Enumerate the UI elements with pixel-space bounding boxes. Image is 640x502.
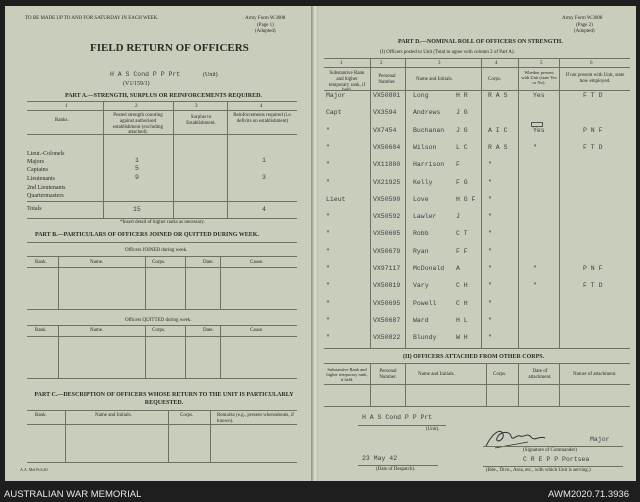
header-note: TO BE MADE UP TO AND FOR SATURDAY IN EACH WEEK.: [25, 16, 159, 21]
dispatch-label: (Date of Despatch).: [376, 467, 416, 472]
surplus-header: Surplus to Establishment.: [186, 115, 216, 126]
quitted-title: Officers QUITTED during week.: [125, 318, 192, 323]
name-header: Name and Initials.: [416, 77, 453, 82]
officer-number: VX97117: [373, 265, 401, 272]
officer-name: Robb: [413, 230, 429, 238]
form-id: Army Form W.3008: [562, 16, 603, 21]
officer-present: Yes: [533, 126, 545, 134]
pb-header: Date.: [203, 328, 214, 333]
officer-name: Andrews: [413, 109, 441, 117]
pc-header: Corps.: [180, 413, 194, 418]
officer-name: Love: [413, 195, 429, 203]
officer-employed: F T D: [583, 282, 603, 290]
pb-header: Name.: [90, 260, 104, 265]
officer-corps: R A S: [488, 143, 508, 151]
officer-name: Wilson: [413, 143, 437, 151]
pb-header: Rank.: [35, 328, 47, 333]
officer-number: VX50822: [373, 334, 401, 342]
d2-header: Substantive Rank and higher temporary rank, if held.: [326, 367, 368, 383]
formation: C R E P P Portsea: [523, 456, 590, 463]
officer-number: VX50604: [373, 143, 401, 151]
unit-name: H A S Cond P P Prt: [110, 71, 181, 78]
rank-header: Substantive Rank and higher temporary rank, if held.: [328, 71, 366, 94]
pb-header: Corps.: [152, 260, 166, 265]
totals-note: *Insert detail of higher ranks as necessary.: [120, 220, 205, 225]
d2-header: Date of attachment.: [528, 369, 552, 380]
officer-rank: ": [326, 161, 330, 169]
officer-number: VX3594: [373, 109, 397, 117]
d2-header: Personal Number.: [379, 369, 397, 380]
officer-corps: ": [488, 230, 492, 238]
archive-id: AWM2020.71.3936: [548, 489, 629, 500]
pc-header: Rank.: [35, 413, 47, 418]
totals-posted: 15: [133, 206, 141, 213]
reinf-value: 3: [262, 174, 266, 181]
officer-initials: L C: [456, 143, 468, 151]
pc-header: Remarks (e.g., present whereabouts, if known).: [217, 413, 294, 424]
joined-title: Officers JOINED during week.: [125, 248, 188, 253]
rank-label: 2nd Lieutenants: [27, 185, 66, 191]
officer-rank: ": [326, 265, 330, 272]
number-header: Personal Number.: [378, 74, 396, 85]
officer-name: Lawler: [413, 213, 437, 221]
officer-initials: C H: [456, 299, 468, 307]
officer-initials: F: [456, 161, 460, 169]
col-number: 6: [590, 61, 593, 66]
adopted-note: (Adopted): [574, 29, 595, 34]
officer-employed: F T D: [583, 143, 603, 151]
d2-header: Name and Initials.: [418, 372, 455, 377]
officer-present: ": [533, 143, 537, 151]
officer-rank: ": [326, 230, 330, 238]
officer-initials: C T: [456, 230, 468, 238]
pb-header: Cause.: [250, 328, 264, 333]
officer-present: ": [533, 282, 537, 290]
officer-corps: ": [488, 161, 492, 169]
posted-value: 5: [135, 165, 139, 172]
pb-header: Name.: [90, 328, 104, 333]
officer-corps: ": [488, 316, 492, 324]
officer-initials: H R: [456, 92, 468, 99]
officer-corps: ": [488, 178, 492, 186]
officer-present: ": [533, 265, 537, 272]
rank-label: Lieutenants: [27, 176, 55, 182]
col-number: 2: [380, 61, 383, 66]
reinf-value: 1: [262, 157, 266, 164]
unit-code: (V1/159/1): [123, 81, 150, 87]
right-page: [318, 6, 636, 481]
page-number: (Page 1): [257, 23, 274, 28]
posted-value: 1: [135, 157, 139, 164]
officer-corps: A I C: [488, 126, 508, 134]
officer-initials: A: [456, 265, 460, 272]
officer-number: VX11880: [373, 161, 401, 169]
pc-header: Name and Initials.: [95, 413, 132, 418]
officer-name: Long: [413, 92, 429, 99]
part-d-title: PART D.—NOMINAL ROLL OF OFFICERS ON STRENGTH.: [398, 39, 563, 45]
adopted-note: (Adopted): [255, 29, 276, 34]
officer-number: VX50590: [373, 195, 401, 203]
officer-initials: J G: [456, 109, 468, 117]
officer-number: VX50679: [373, 247, 401, 255]
officer-number: VX50695: [373, 299, 401, 307]
signature-unit: H A S Cond P P Prt: [362, 414, 433, 421]
formation-label: (Bde., Divn., Area, etc., with which Unit is serving.): [486, 468, 591, 473]
officer-initials: H G F: [456, 195, 476, 203]
officer-initials: F G: [456, 178, 468, 186]
officer-number: VX50605: [373, 230, 401, 238]
officer-name: Powell: [413, 299, 437, 307]
pb-header: Cause.: [250, 260, 264, 265]
signature-unit-label: (Unit).: [426, 427, 440, 432]
officer-corps: R A S: [488, 92, 508, 99]
part-c-title: PART C.—DESCRIPTION OF OFFICERS WHOSE RETURN TO THE UNIT IS PARTICULARLY REQUESTED.: [34, 392, 294, 406]
officer-number: VX50801: [373, 92, 401, 99]
officer-corps: ": [488, 299, 492, 307]
officer-rank: ": [326, 143, 330, 151]
part-a-col: 4: [260, 104, 263, 109]
officer-corps: ": [488, 195, 492, 203]
officer-name: Vary: [413, 282, 429, 290]
part-a-col: 3: [195, 104, 198, 109]
officer-rank: ": [326, 178, 330, 186]
col-number: 5: [540, 61, 543, 66]
col-number: 3: [438, 61, 441, 66]
officer-rank: ": [326, 334, 330, 342]
rank-label: Captains: [27, 167, 48, 173]
col-number: 4: [495, 61, 498, 66]
form-id: Army Form W.3008: [245, 16, 286, 21]
officer-initials: J: [456, 213, 460, 221]
officer-name: Blundy: [413, 334, 437, 342]
officer-initials: F F: [456, 247, 468, 255]
d2-header: Nature of attachment.: [573, 372, 617, 377]
officer-employed: F T D: [583, 92, 603, 99]
part-d-subtitle: (I) Officers posted to Unit (Total to agree with column 2 of Part A).: [380, 50, 515, 55]
officer-name: Harrison: [413, 161, 445, 169]
officer-name: McDonald: [413, 265, 445, 272]
officer-corps: ": [488, 265, 492, 272]
pb-header: Rank.: [35, 260, 47, 265]
officer-corps: ": [488, 282, 492, 290]
totals-label: Totals: [27, 206, 42, 212]
officer-number: VX50592: [373, 213, 401, 221]
archive-footer: [0, 488, 640, 502]
officer-initials: J G: [456, 126, 468, 134]
d2-header: Corps.: [493, 372, 507, 377]
left-page: [5, 6, 313, 481]
officer-initials: W H: [456, 334, 468, 342]
officer-name: Ryan: [413, 247, 429, 255]
part-d2-title: (II) OFFICERS ATTACHED FROM OTHER CORPS.: [403, 354, 545, 360]
officer-rank: ": [326, 247, 330, 255]
rank-label: Lieut.-Colonels: [27, 151, 65, 157]
officer-corps: ": [488, 247, 492, 255]
officer-initials: H L: [456, 316, 468, 324]
officer-rank: Lieut: [326, 195, 346, 203]
not-present-header: If not present with Unit, state how employed.: [565, 73, 625, 84]
officer-rank: Major: [326, 92, 346, 99]
officer-initials: C H: [456, 282, 468, 290]
officer-rank: ": [326, 282, 330, 290]
officer-rank: Capt: [326, 109, 342, 117]
reinf-header: Reinforcements required (i.e. deficits on establishment): [233, 113, 292, 124]
part-b-title: PART B.—PARTICULARS OF OFFICERS JOINED OR QUITTED DURING WEEK.: [35, 232, 259, 238]
officer-number: VX50687: [373, 316, 401, 324]
officer-rank: ": [326, 299, 330, 307]
rank-label: Majors: [27, 159, 44, 165]
officer-number: VX7454: [373, 126, 397, 134]
col-number: 1: [340, 61, 343, 66]
officer-rank: ": [326, 316, 330, 324]
dispatch-date: 23 May 42: [362, 455, 398, 462]
signature-rank: Major: [590, 436, 610, 443]
officer-rank: ": [326, 126, 330, 134]
archive-name: AUSTRALIAN WAR MEMORIAL: [4, 489, 142, 500]
commander-label: (Signature of Commander): [523, 448, 577, 453]
officer-name: Ward: [413, 316, 429, 324]
present-header: Whether present with Unit (state Yes or No).: [521, 70, 557, 86]
officer-corps: ": [488, 213, 492, 221]
officer-number: VX50819: [373, 282, 401, 290]
corps-header: Corps.: [488, 77, 502, 82]
page-title: FIELD RETURN OF OFFICERS: [90, 42, 249, 54]
rank-label: Quartermasters: [27, 193, 64, 199]
posted-header: Posted strength counting against authorised establishment (excluding attached).: [112, 113, 164, 136]
page-number: (Page 2): [576, 23, 593, 28]
officer-name: Buchanan: [413, 126, 445, 134]
officer-number: VX21925: [373, 178, 401, 186]
unit-suffix: (Unit): [203, 72, 218, 78]
officer-rank: ": [326, 213, 330, 221]
pb-header: Date.: [203, 260, 214, 265]
posted-value: 9: [135, 174, 139, 181]
officer-name: Kelly: [413, 178, 433, 186]
pb-header: Corps.: [152, 328, 166, 333]
officer-employed: P N F: [583, 265, 603, 272]
printer-note: A.A. Mel.Pr.6.40: [20, 467, 48, 472]
officer-present: Yes: [533, 92, 545, 99]
totals-reinf: 4: [262, 206, 266, 213]
ranks-header: Ranks.: [55, 118, 69, 123]
part-a-title: PART A.—STRENGTH, SURPLUS OR REINFORCEMENTS REQUIRED.: [65, 93, 262, 99]
part-a-col: 2: [135, 104, 138, 109]
officer-employed: P N F: [583, 126, 603, 134]
officer-corps: ": [488, 334, 492, 342]
part-a-col: 1: [65, 104, 68, 109]
